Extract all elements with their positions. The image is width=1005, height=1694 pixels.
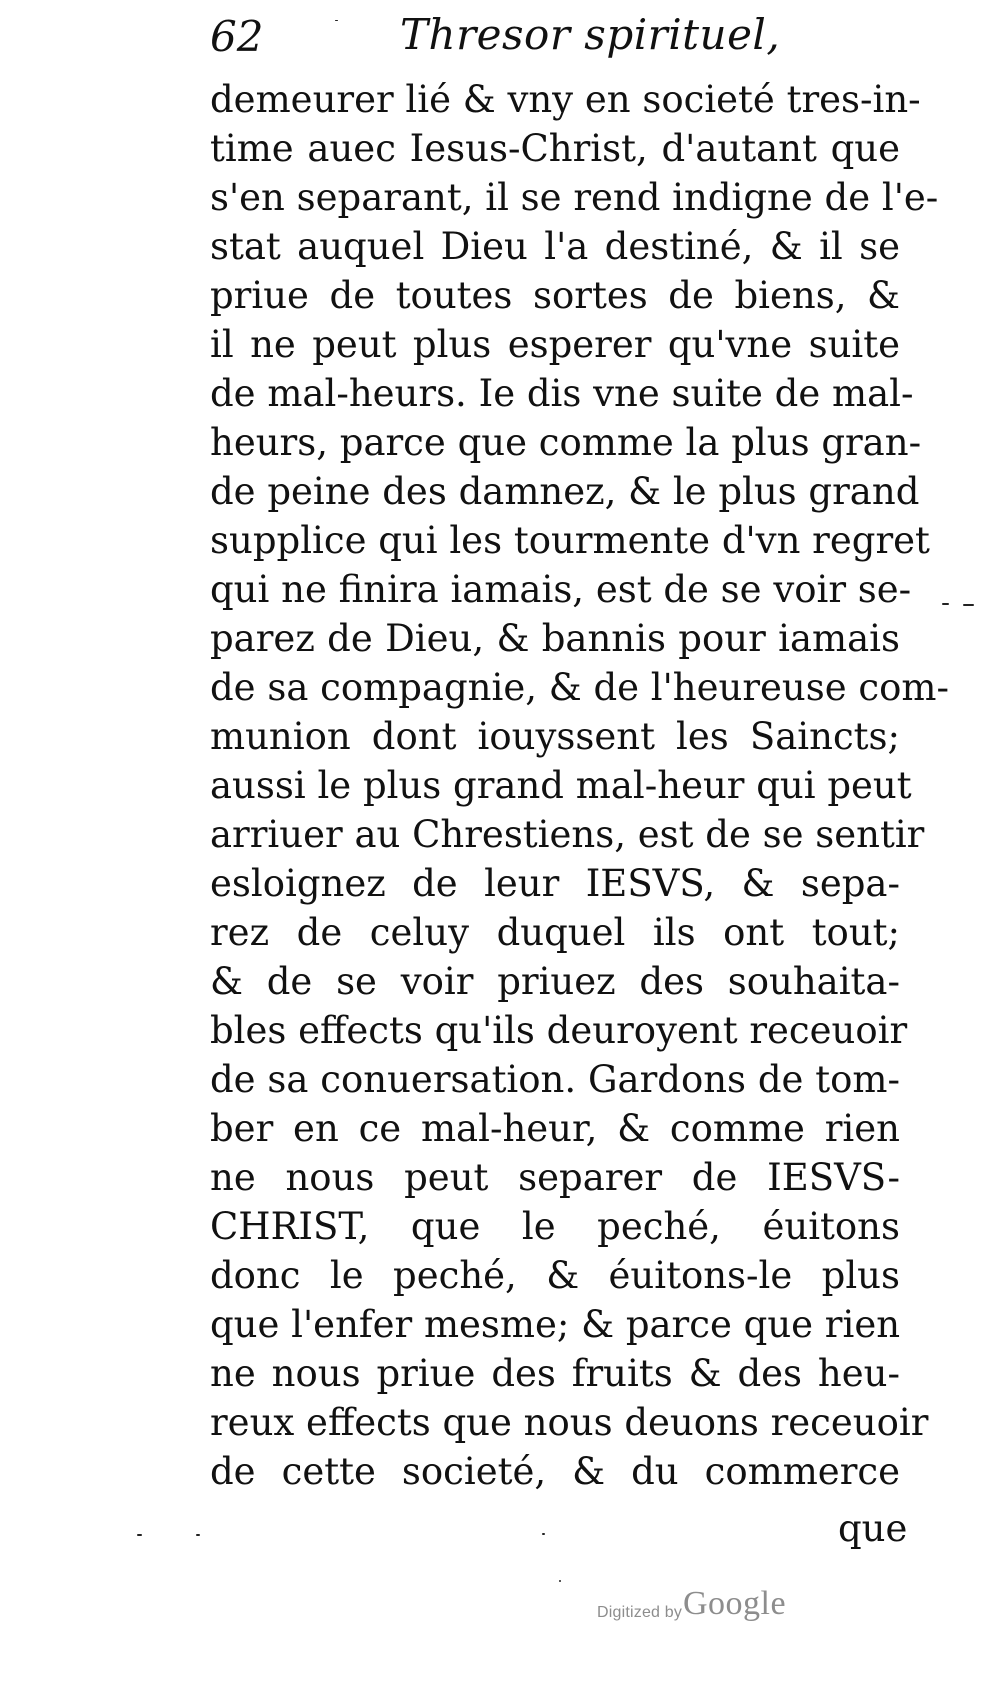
digitization-watermark — [597, 1587, 817, 1635]
ink-speck — [335, 20, 338, 21]
text-line: de cette societé, & du commerce — [210, 1450, 900, 1493]
running-title: Thresor spirituel, — [400, 10, 781, 59]
ink-speck — [542, 1533, 545, 1535]
text-line: de sa conuersation. Gardons de tom- — [210, 1058, 900, 1101]
text-line: supplice qui les tourmente d'vn regret — [210, 519, 930, 562]
text-line: ne nous peut separer de IESVS- — [210, 1156, 900, 1199]
text-line: heurs, parce que comme la plus gran- — [210, 421, 922, 464]
text-line: de sa compagnie, & de l'heureuse com- — [210, 666, 949, 709]
text-line: time auec Iesus-Christ, d'autant que — [210, 127, 900, 170]
text-line: esloignez de leur IESVS, & sepa- — [210, 862, 900, 905]
text-line: de mal-heurs. Ie dis vne suite de mal- — [210, 372, 914, 415]
ink-speck — [137, 1534, 142, 1536]
ink-speck — [196, 1534, 200, 1536]
text-line: de peine des damnez, & le plus grand — [210, 470, 920, 513]
text-line: donc le peché, & éuitons-le plus — [210, 1254, 900, 1297]
text-line: parez de Dieu, & bannis pour iamais — [210, 617, 900, 660]
page-header — [210, 8, 910, 68]
text-line: ne nous priue des fruits & des heu- — [210, 1352, 900, 1395]
text-line: priue de toutes sortes de biens, & — [210, 274, 900, 317]
text-line: CHRIST, que le peché, éuitons — [210, 1205, 900, 1248]
text-line: il ne peut plus esperer qu'vne suite — [210, 323, 900, 366]
text-line: stat auquel Dieu l'a destiné, & il se — [210, 225, 900, 268]
text-line: & de se voir priuez des souhaita- — [210, 960, 900, 1003]
catchword: que — [838, 1507, 908, 1550]
digitized-label: Digitized by — [597, 1604, 683, 1621]
text-line: rez de celuy duquel ils ont tout; — [210, 911, 900, 954]
text-line: aussi le plus grand mal-heur qui peut — [210, 764, 912, 807]
text-line: arriuer au Chrestiens, est de se sentir — [210, 813, 925, 856]
page-number: 62 — [210, 12, 264, 61]
text-line: s'en separant, il se rend indigne de l'e- — [210, 176, 939, 219]
text-line: reux effects que nous deuons receuoir — [210, 1401, 929, 1444]
text-line: munion dont iouyssent les Saincts; — [210, 715, 900, 758]
google-logo: Google — [683, 1585, 787, 1622]
body-text — [210, 75, 949, 1496]
text-line: demeurer lié & vny en societé tres-in- — [210, 78, 921, 121]
text-line: bles effects qu'ils deuroyent receuoir — [210, 1009, 908, 1052]
text-line: qui ne finira iamais, est de se voir se- — [210, 568, 912, 611]
text-line: ber en ce mal-heur, & comme rien — [210, 1107, 900, 1150]
ink-speck — [942, 603, 949, 605]
ink-speck — [963, 604, 974, 606]
text-line: que l'enfer mesme; & parce que rien — [210, 1303, 901, 1346]
ink-speck — [559, 1580, 561, 1582]
